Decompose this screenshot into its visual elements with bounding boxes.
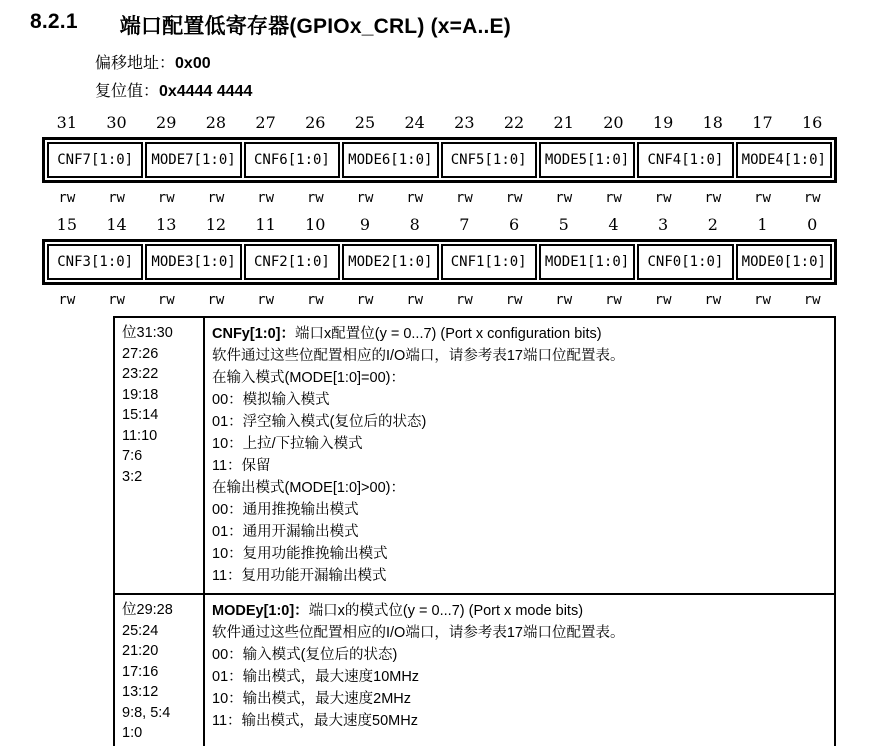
bit-range-label: 3:2	[122, 468, 143, 485]
bit-field-cell: MODE4[1:0]	[736, 142, 832, 178]
description-text: 端口x配置位(y = 0...7) (Port x configuration bits)	[294, 326, 602, 342]
access-type-label: rw	[654, 292, 672, 308]
description-line	[212, 367, 826, 389]
description-text: 在输入模式(MODE[1:0]=00)：	[212, 370, 405, 386]
bit-number: 23	[454, 113, 475, 132]
field-name-bold: MODEy[1:0]：	[212, 603, 309, 619]
bit-number: 9	[359, 215, 371, 234]
access-type-label: rw	[58, 190, 76, 206]
bit-range-label: 11:10	[122, 427, 158, 444]
bit-field-row-low	[42, 239, 837, 285]
access-row-low	[42, 291, 837, 309]
bit-number: 18	[702, 113, 723, 132]
description-text: 01：通用开漏输出模式	[212, 524, 359, 540]
bit-number: 12	[205, 215, 227, 234]
description-line	[212, 477, 826, 499]
bit-number: 26	[305, 113, 326, 132]
bit-range-label: 21:20	[122, 643, 159, 659]
bit-field-row-high	[42, 137, 837, 183]
bit-range-label: 23:22	[122, 366, 159, 382]
bit-range-label: 位29:28	[122, 602, 173, 618]
bit-number: 11	[255, 215, 276, 234]
bit-number: 27	[255, 113, 276, 132]
access-type-label: rw	[754, 292, 771, 308]
description-text: 端口x的模式位(y = 0...7) (Port x mode bits)	[308, 603, 584, 619]
description-line	[212, 521, 826, 543]
bit-field-cell: CNF5[1:0]	[441, 142, 537, 178]
description-line	[212, 323, 826, 345]
bit-number-row-low	[42, 216, 837, 234]
access-type-label: rw	[356, 190, 374, 206]
bit-range-label: 27:26	[122, 345, 159, 362]
access-type-label: rw	[604, 292, 622, 308]
bit-range-label: 7:6	[122, 448, 143, 464]
bit-field-cell: MODE0[1:0]	[736, 244, 832, 280]
section-number: 8.2.1	[30, 10, 78, 33]
bit-number: 7	[459, 215, 470, 234]
access-type-label: rw	[356, 292, 374, 308]
access-type-label: rw	[654, 190, 672, 206]
access-type-label: rw	[257, 292, 275, 308]
access-type-label: rw	[555, 190, 573, 206]
access-type-label: rw	[455, 292, 473, 308]
access-type-label: rw	[257, 190, 275, 206]
bit-number: 5	[558, 215, 569, 234]
bit-field-cell: CNF6[1:0]	[244, 142, 340, 178]
access-type-label: rw	[306, 292, 324, 308]
bit-number-row-high	[42, 114, 837, 132]
bit-number: 16	[801, 113, 823, 132]
access-type-label: rw	[505, 292, 523, 308]
bit-number: 20	[603, 113, 624, 132]
bit-number: 30	[106, 113, 127, 132]
access-type-label: rw	[505, 190, 523, 206]
access-type-label: rw	[455, 190, 473, 206]
mode-description-row	[114, 594, 835, 746]
bit-range-label: 9:8, 5:4	[122, 704, 171, 721]
reset-value-line	[95, 78, 870, 106]
cnf-description-row	[114, 317, 835, 594]
description-line	[212, 710, 826, 732]
access-type-label: rw	[704, 190, 722, 206]
field-description-table	[113, 316, 836, 746]
bit-number: 13	[156, 215, 177, 234]
access-type-label: rw	[754, 190, 771, 206]
bit-field-cell: CNF7[1:0]	[47, 142, 143, 178]
description-text: 11：输出模式，最大速度50MHz	[212, 713, 418, 729]
description-line	[212, 499, 826, 521]
access-type-label: rw	[108, 292, 125, 308]
bit-field-cell: MODE2[1:0]	[342, 244, 438, 280]
access-type-label: rw	[406, 292, 424, 308]
bit-number: 4	[608, 215, 619, 234]
bit-range-label: 15:14	[122, 407, 159, 423]
description-text: 01：输出模式，最大速度10MHz	[212, 669, 420, 685]
bit-number: 2	[707, 215, 718, 234]
description-line	[212, 345, 826, 367]
description-line	[212, 666, 826, 688]
offset-address-line	[95, 50, 870, 78]
reset-value-label: 复位值：	[95, 83, 160, 100]
access-type-label: rw	[555, 292, 573, 308]
offset-address-value: 0x00	[175, 55, 211, 72]
access-type-label: rw	[406, 190, 424, 206]
access-type-label: rw	[704, 292, 722, 308]
access-type-label: rw	[803, 292, 821, 308]
access-type-label: rw	[604, 190, 622, 206]
description-text: 00：输入模式(复位后的状态)	[212, 647, 398, 663]
register-meta	[95, 50, 870, 106]
access-type-label: rw	[306, 190, 324, 206]
bit-field-cell: CNF4[1:0]	[637, 142, 733, 178]
description-text: 10：输出模式，最大速度2MHz	[212, 691, 411, 707]
access-type-label: rw	[207, 190, 225, 206]
cnf-description-cell	[204, 317, 835, 594]
page-title: 端口配置低寄存器(GPIOx_CRL) (x=A..E)	[119, 15, 511, 38]
bit-field-cell: CNF3[1:0]	[47, 244, 143, 280]
description-line	[212, 600, 826, 622]
cnf-bit-ranges-cell	[114, 317, 204, 594]
description-text: 11：复用功能开漏输出模式	[212, 568, 387, 584]
description-text: 10：复用功能推挽输出模式	[212, 546, 388, 562]
bit-field-cell: CNF1[1:0]	[441, 244, 537, 280]
bit-number: 19	[652, 113, 674, 132]
bit-number: 15	[56, 215, 78, 234]
bit-field-cell: MODE6[1:0]	[342, 142, 438, 178]
section-heading	[0, 0, 870, 40]
description-line	[212, 411, 826, 433]
bit-range-label: 13:12	[122, 684, 159, 700]
bit-number: 21	[553, 113, 574, 132]
bit-range-label: 1:0	[122, 725, 143, 741]
bit-number: 14	[106, 215, 127, 234]
access-type-label: rw	[58, 292, 76, 308]
mode-description-cell	[204, 594, 835, 746]
bit-table-low	[42, 216, 837, 309]
description-text: 软件通过这些位配置相应的I/O端口，请参考表17端口位配置表。	[212, 625, 625, 641]
bit-number: 29	[156, 113, 177, 132]
description-text: 在输出模式(MODE[1:0]>00)：	[212, 480, 405, 496]
description-text: 软件通过这些位配置相应的I/O端口，请参考表17端口位配置表。	[212, 348, 625, 364]
offset-address-label: 偏移地址：	[95, 55, 176, 72]
bit-number: 17	[752, 113, 773, 132]
bit-number: 28	[205, 113, 227, 132]
description-text: 01：浮空输入模式(复位后的状态)	[212, 414, 427, 430]
bit-table-high	[42, 114, 837, 207]
reset-value-value: 0x4444 4444	[159, 83, 253, 100]
description-text: 11：保留	[212, 458, 271, 474]
description-line	[212, 455, 826, 477]
bit-number: 10	[305, 215, 326, 234]
bit-range-label: 19:18	[122, 386, 159, 403]
bit-field-cell: MODE7[1:0]	[145, 142, 241, 178]
bit-field-cell: MODE5[1:0]	[539, 142, 635, 178]
bit-field-cell: CNF0[1:0]	[637, 244, 733, 280]
bit-range-label: 位31:30	[122, 325, 173, 341]
access-row-high	[42, 189, 837, 207]
description-line	[212, 433, 826, 455]
bit-number: 31	[56, 113, 78, 132]
mode-bit-ranges-cell	[114, 594, 204, 746]
bit-number: 8	[409, 215, 420, 234]
bit-field-cell: MODE1[1:0]	[539, 244, 635, 280]
field-name-bold: CNFy[1:0]：	[212, 326, 295, 342]
access-type-label: rw	[108, 190, 125, 206]
bit-number: 24	[404, 113, 425, 132]
description-line	[212, 688, 826, 710]
access-type-label: rw	[803, 190, 821, 206]
description-line	[212, 389, 826, 411]
description-line	[212, 622, 826, 644]
bit-range-label: 25:24	[122, 622, 159, 639]
access-type-label: rw	[157, 292, 175, 308]
bit-number: 3	[658, 215, 669, 234]
bit-number: 6	[508, 215, 520, 234]
access-type-label: rw	[207, 292, 225, 308]
bit-field-cell: CNF2[1:0]	[244, 244, 340, 280]
bit-number: 1	[757, 215, 768, 234]
description-text: 10：上拉/下拉输入模式	[212, 436, 363, 452]
bit-number: 0	[807, 215, 818, 234]
bit-number: 22	[503, 113, 525, 132]
description-text: 00：通用推挽输出模式	[212, 502, 359, 518]
description-line	[212, 644, 826, 666]
access-type-label: rw	[157, 190, 175, 206]
bit-range-label: 17:16	[122, 663, 159, 680]
bit-field-cell: MODE3[1:0]	[145, 244, 241, 280]
bit-number: 25	[354, 113, 376, 132]
description-line	[212, 565, 826, 587]
description-line	[212, 543, 826, 565]
description-text: 00：模拟输入模式	[212, 392, 330, 408]
